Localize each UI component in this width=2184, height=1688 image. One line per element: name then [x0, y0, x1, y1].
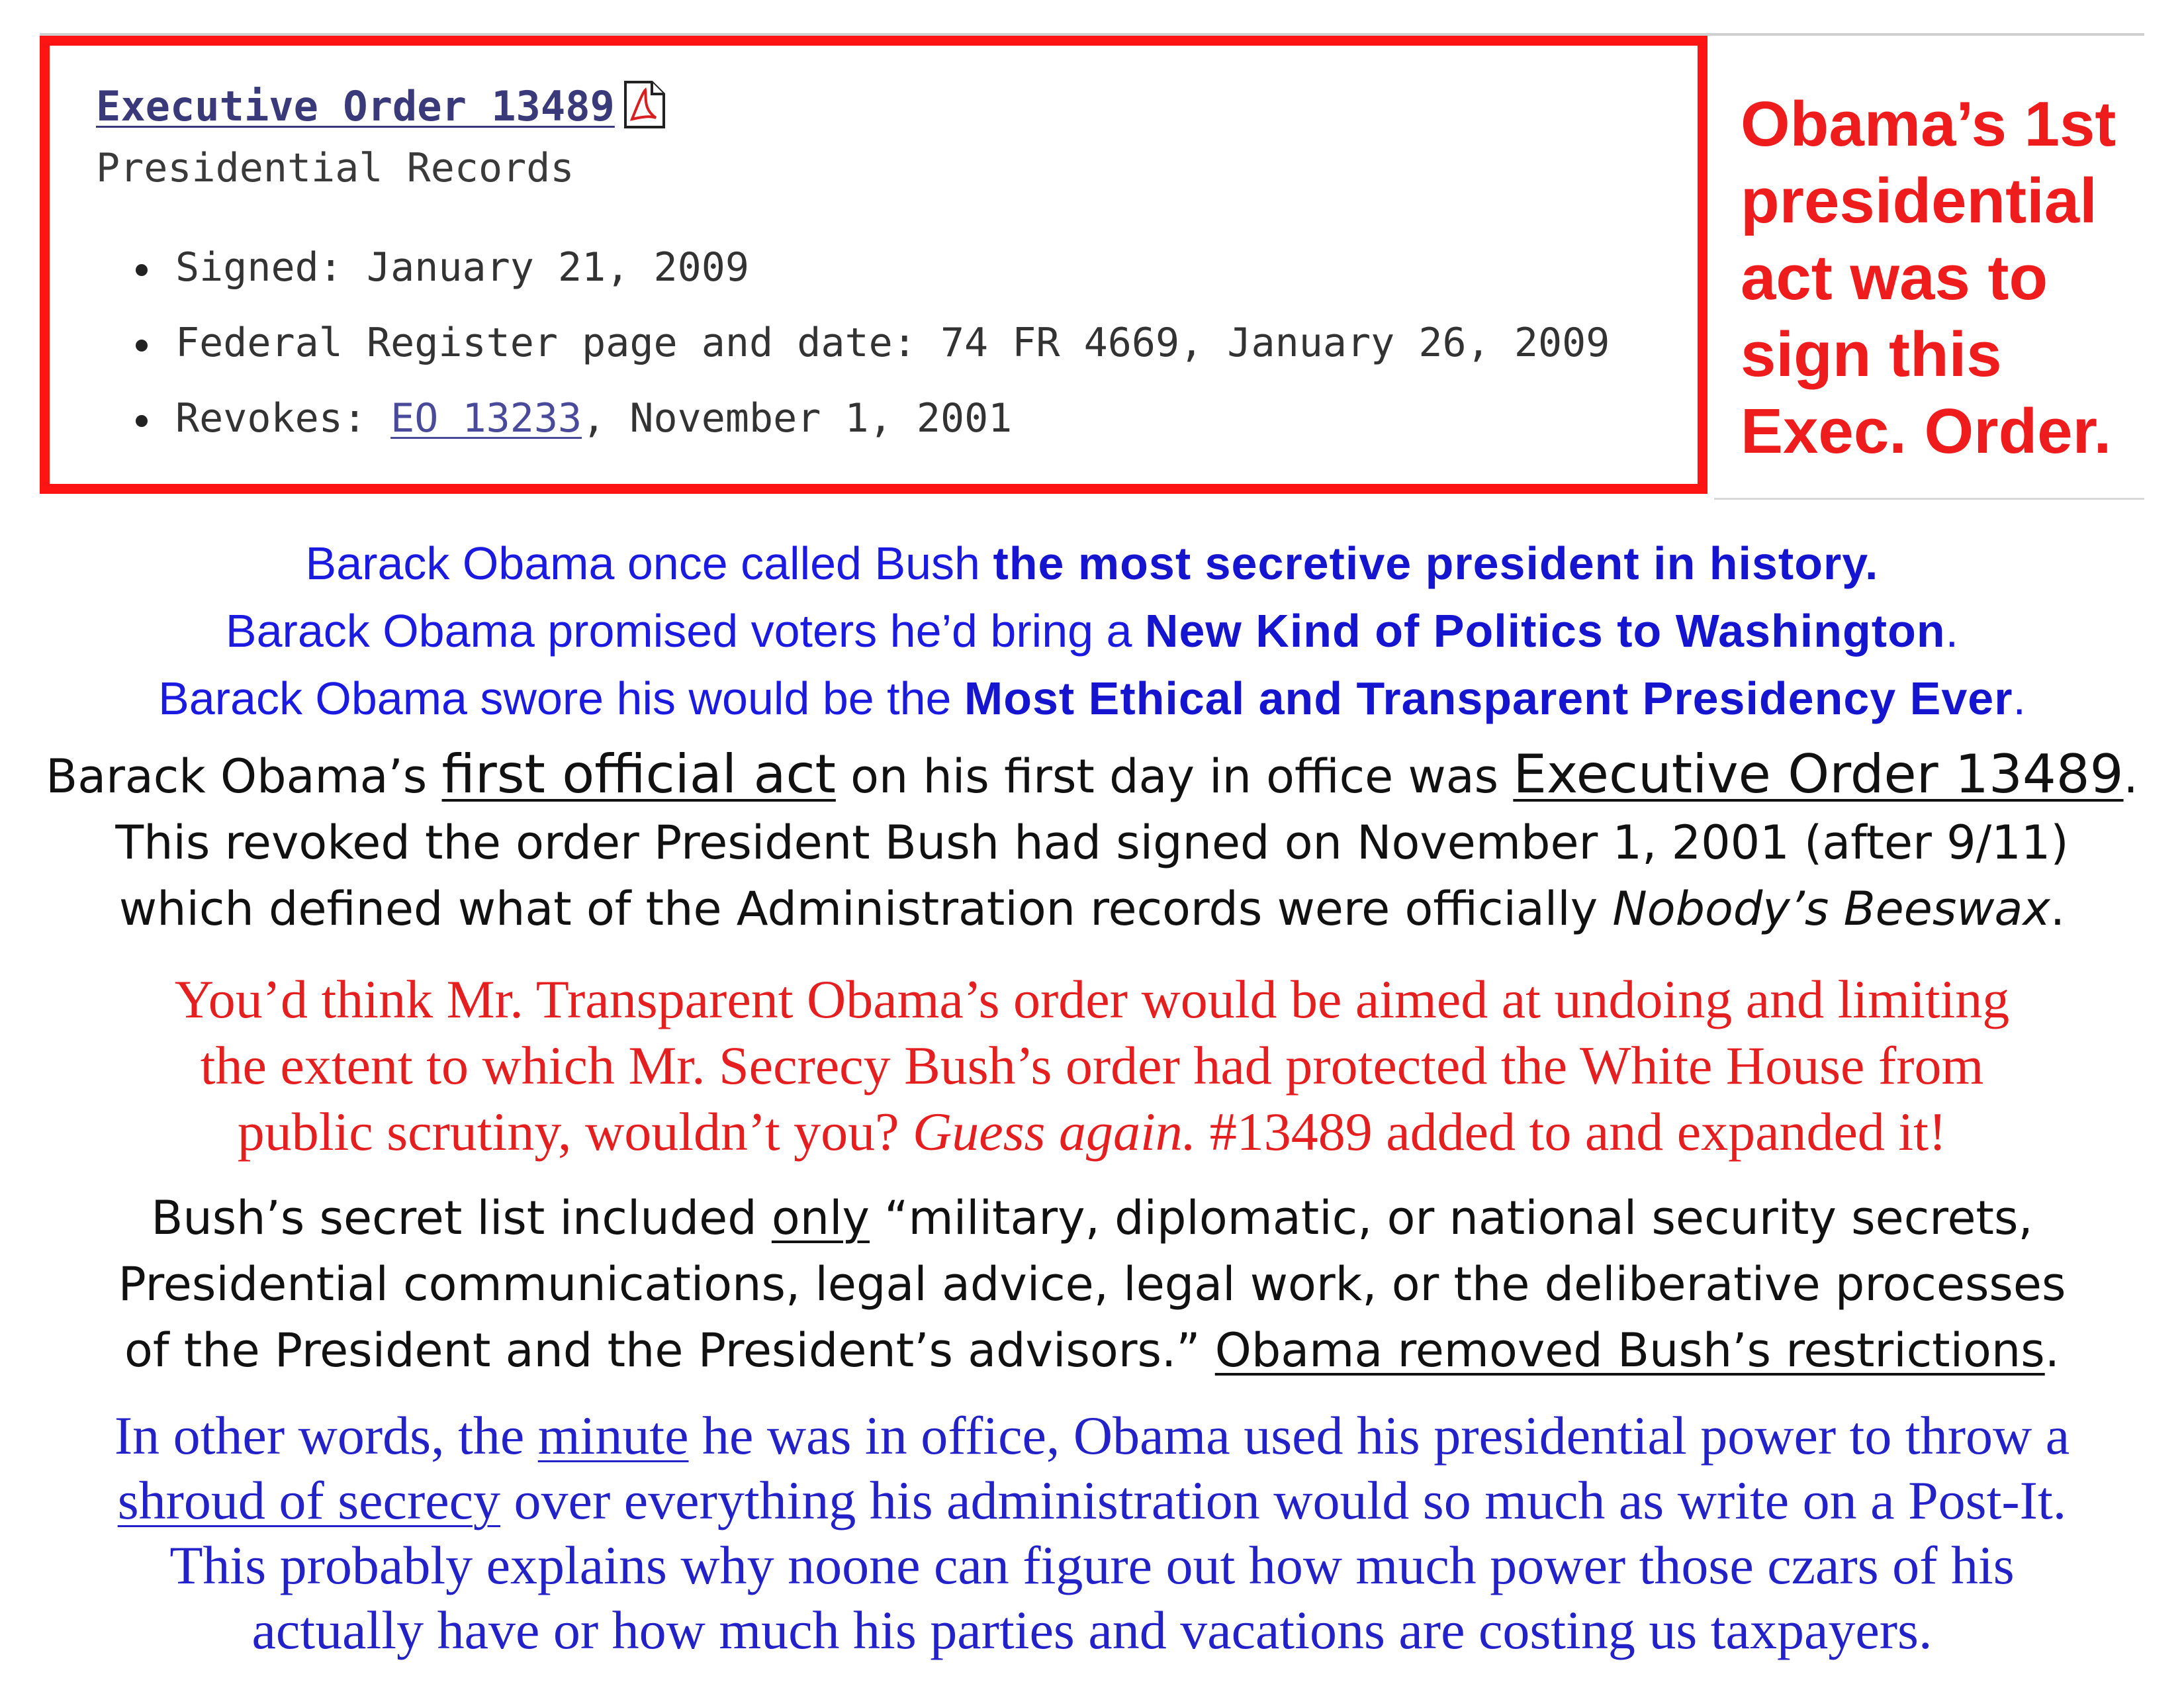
side-note — [1741, 86, 2151, 470]
pdf-icon[interactable] — [623, 79, 666, 132]
guess-again-line — [26, 1099, 2158, 1165]
executive-order-details — [136, 244, 1610, 471]
conclusion-paragraph — [26, 1403, 2158, 1663]
secret-list-line — [26, 1185, 2158, 1251]
restrictions-underlined: Obama removed Bush’s restrictions — [1214, 1323, 2045, 1378]
side-note-line: act was to — [1741, 242, 2048, 313]
revokes-date: , November 1, 2001 — [582, 395, 1013, 442]
executive-order-subtitle: Presidential Records — [96, 145, 574, 191]
guess-again-paragraph — [26, 966, 2158, 1165]
claim-text: Barack Obama swore his would be the — [158, 673, 964, 724]
claim-line — [26, 530, 2158, 597]
executive-order-underlined: Executive Order 13489 — [1513, 743, 2124, 805]
nobodys-beeswax-italic: Nobody’s Beeswax — [1612, 882, 2050, 936]
guess-again-line: You’d think Mr. Transparent Obama’s order would be aimed at undoing and limiting — [174, 969, 2010, 1029]
text-run: over everything his administration would so much as write on a Post-It. — [500, 1470, 2067, 1530]
claim-emphasis: New Kind of Politics to Washington — [1144, 605, 1946, 657]
minute-underlined: minute — [537, 1405, 689, 1466]
text-run: of the President and the President’s advisors.” — [124, 1323, 1215, 1378]
guess-again-line: the extent to which Mr. Secrecy Bush’s order had protected the White House from — [200, 1035, 1984, 1096]
text-run: “military, diplomatic, or national security secrets, — [869, 1191, 2033, 1245]
secret-list-paragraph — [26, 1185, 2158, 1383]
secret-list-line: Presidential communications, legal advice, legal work, or the deliberative processes — [118, 1257, 2066, 1311]
first-official-act-underlined: first official act — [441, 743, 836, 805]
claim-end: . — [2013, 673, 2026, 724]
first-act-line — [26, 876, 2158, 942]
side-note-line: Exec. Order. — [1741, 396, 2112, 467]
first-act-line — [26, 741, 2158, 810]
text-run: In other words, the — [114, 1405, 538, 1466]
claims-paragraph — [26, 530, 2158, 732]
text-run: . — [2044, 1323, 2060, 1378]
side-note-line: sign this — [1741, 319, 2002, 390]
signed-date-item: Signed: January 21, 2009 — [136, 244, 1610, 320]
text-run: #13489 added to and expanded it! — [1196, 1102, 1947, 1162]
claim-end: . — [1945, 605, 1959, 657]
side-note-line: Obama’s 1st — [1741, 89, 2116, 160]
executive-order-box — [40, 36, 1707, 494]
first-act-line: This revoked the order President Bush had signed on November 1, 2001 (after 9/11) — [115, 816, 2069, 870]
conclusion-line — [26, 1468, 2158, 1533]
shroud-of-secrecy-underlined: shroud of secrecy — [117, 1470, 501, 1530]
claim-emphasis: the most secretive president in history — [993, 538, 1865, 589]
only-underlined: only — [771, 1191, 870, 1245]
claim-text: Barack Obama promised voters he’d bring a — [225, 605, 1145, 657]
claim-emphasis: Most Ethical and Transparent Presidency Ever — [964, 673, 2013, 724]
conclusion-line — [26, 1403, 2158, 1468]
revokes-label: Revokes: — [175, 395, 391, 442]
secret-list-line — [26, 1317, 2158, 1383]
conclusion-line: This probably explains why noone can figure out how much power those czars of his — [169, 1535, 2015, 1595]
text-run: . — [2050, 882, 2066, 936]
claim-end: . — [1864, 538, 1879, 589]
revokes-item — [136, 395, 1610, 471]
claim-text: Barack Obama once called Bush — [305, 538, 993, 589]
executive-order-title-row — [96, 82, 666, 132]
federal-register-item: Federal Register page and date: 74 FR 4669, January 26, 2009 — [136, 320, 1610, 395]
eo-13233-link[interactable]: EO 13233 — [390, 395, 582, 442]
text-run: Barack Obama’s — [46, 749, 442, 804]
claim-line — [26, 665, 2158, 732]
claim-line — [26, 597, 2158, 665]
text-run: Bush’s secret list included — [151, 1191, 772, 1245]
text-run: on his first day in office was — [835, 749, 1514, 804]
side-note-line: presidential — [1741, 165, 2097, 236]
guess-again-italic: Guess again. — [913, 1102, 1197, 1162]
text-run: public scrutiny, wouldn’t you? — [237, 1102, 913, 1162]
text-run: which defined what of the Administration records were officially — [118, 882, 1613, 936]
first-act-paragraph — [26, 741, 2158, 942]
side-divider — [1714, 498, 2144, 500]
executive-order-title-link[interactable]: Executive Order 13489 — [96, 82, 615, 130]
text-run: . — [2123, 749, 2138, 804]
conclusion-line: actually have or how much his parties and vacations are costing us taxpayers. — [251, 1600, 1933, 1660]
text-run: he was in office, Obama used his presidential power to throw a — [688, 1405, 2070, 1466]
